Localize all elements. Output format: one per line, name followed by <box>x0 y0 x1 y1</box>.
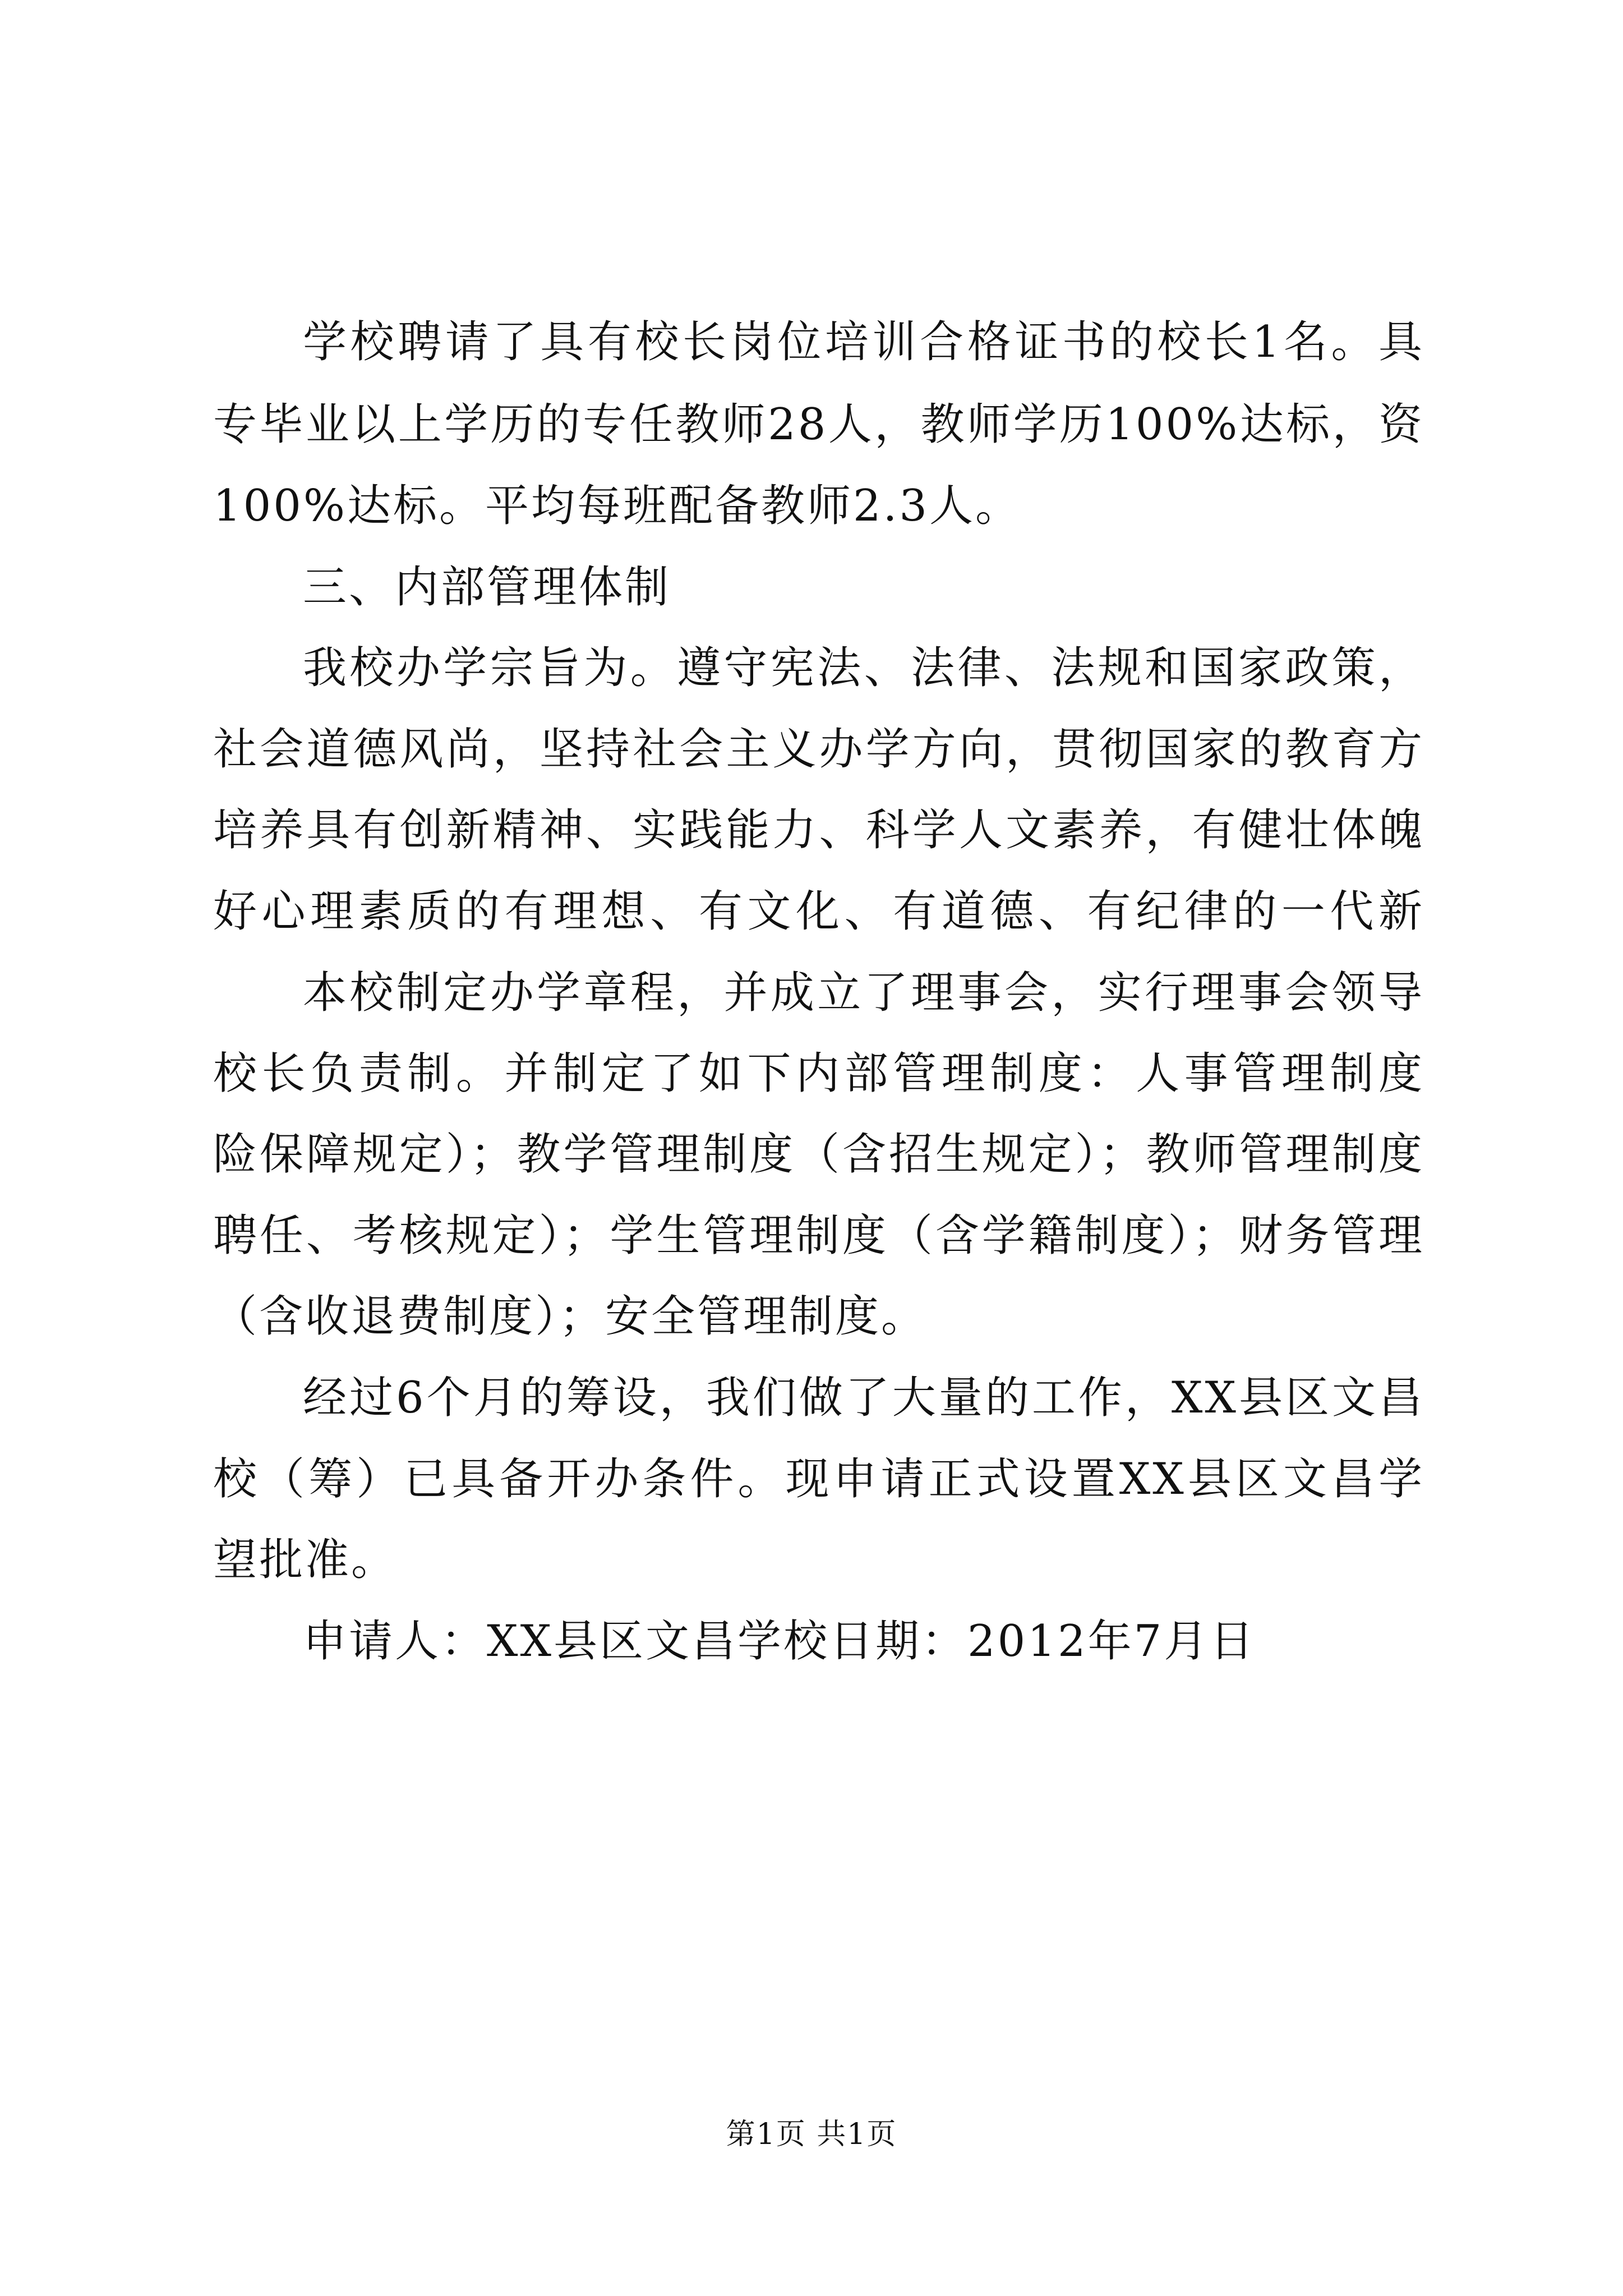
paragraph-line: 聘任、考核规定）；学生管理制度（含学籍制度）；财务管理 <box>213 1211 1424 1261</box>
paragraph-line: 培养具有创新精神、实践能力、科学人文素养，有健壮体魄 <box>213 805 1424 855</box>
paragraph-line: 100%达标。平均每班配备教师2.3人。 <box>213 481 1022 531</box>
paragraph-line: （含收退费制度）；安全管理制度。 <box>213 1291 928 1342</box>
paragraph-line: 我校办学宗旨为。遵守宪法、法律、法规和国家政策， <box>303 643 1424 693</box>
paragraph-line: 险保障规定）；教学管理制度（含招生规定）；教师管理制度 <box>213 1129 1424 1180</box>
paragraph-line: 本校制定办学章程，并成立了理事会，实行理事会领导 <box>303 968 1424 1018</box>
paragraph-line: 经过6个月的筹设，我们做了大量的工作，XX县区文昌 <box>303 1373 1424 1423</box>
paragraph-line: 好心理素质的有理想、有文化、有道德、有纪律的一代新 <box>213 886 1424 937</box>
paragraph-line: 专毕业以上学历的专任教师28人，教师学历100%达标，资 <box>213 399 1424 450</box>
paragraph-line: 望批准。 <box>213 1535 398 1585</box>
section-heading: 三、内部管理体制 <box>303 562 671 613</box>
signature-line: 申请人：XX县区文昌学校日期：2012年7月日 <box>303 1616 1256 1667</box>
paragraph-line: 学校聘请了具有校长岗位培训合格证书的校长1名。具 <box>303 317 1424 367</box>
paragraph-line: 校长负责制。并制定了如下内部管理制度：人事管理制度 <box>213 1048 1424 1099</box>
paragraph-line: 社会道德风尚，坚持社会主义办学方向，贯彻国家的教育方 <box>213 724 1424 775</box>
page-footer: 第1页 共1页 <box>726 2118 897 2151</box>
paragraph-line: 校（筹）已具备开办条件。现申请正式设置XX县区文昌学 <box>213 1454 1424 1504</box>
